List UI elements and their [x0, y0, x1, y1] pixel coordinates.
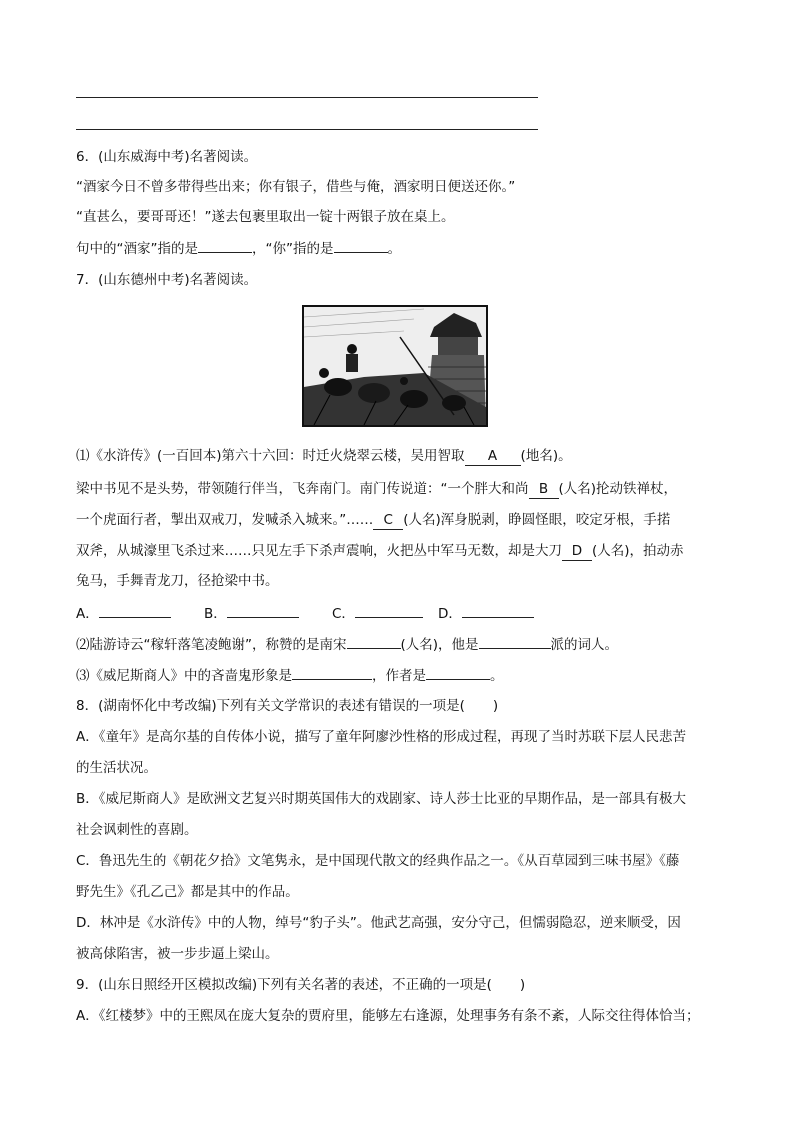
q8-option-c-line1: C．鲁迅先生的《朝花夕拾》文笔隽永，是中国现代散文的经典作品之一。《从百草园到三味书屋》《藤: [76, 853, 680, 869]
fill-blank[interactable]: [99, 603, 171, 618]
fill-blank[interactable]: [292, 665, 372, 680]
option-c: [332, 603, 438, 624]
q8-option-a-line2: 的生活状况。: [76, 760, 157, 776]
blank-b[interactable]: B: [529, 480, 559, 499]
q6-ask-a: 句中的“酒家”指的是: [76, 241, 198, 257]
option-a: [76, 603, 204, 624]
answer-line: [76, 129, 538, 130]
q7-part1-line3: [76, 510, 670, 530]
q7-p7-b: ，作者是: [372, 668, 426, 684]
q6-ask-sep: ，“你”指的是: [252, 241, 334, 257]
q8-option-d-line1: D．林冲是《水浒传》中的人物，绰号“豹子头”。他武艺高强，安分守己，但懦弱隐忍，逆来顺受，因: [76, 915, 681, 931]
q8-header: [76, 696, 498, 716]
q8-option-c-line2: 野先生》《孔乙己》都是其中的作品。: [76, 884, 299, 900]
q8-option-b-line2: 社会讽刺性的喜剧。: [76, 822, 198, 838]
battle-scene-image: [304, 307, 486, 425]
q6-question: [76, 238, 401, 258]
q7-answer-options: [76, 603, 534, 623]
option-c-label: C．: [332, 606, 355, 622]
q7-p2-a: 梁中书见不是头势，带领随行伴当，飞奔南门。南门传说道：“一个胖大和尚: [76, 481, 529, 497]
fill-blank[interactable]: [227, 603, 299, 618]
q7-p7-c: 。: [490, 668, 504, 684]
q7-illustration: [302, 305, 488, 427]
option-d: [438, 603, 534, 624]
q8-option-a-line1: A．《童年》是高尔基的自传体小说，描写了童年阿廖沙性格的形成过程，再现了当时苏联下层人民悲苦: [76, 729, 686, 745]
q8-option-d-line2: 被高俅陷害，被一步步逼上梁山。: [76, 946, 279, 962]
option-d-label: D．: [438, 606, 462, 622]
q9-header-text: 9．(山东日照经开区模拟改编)下列有关名著的表述，不正确的一项是(: [76, 977, 492, 993]
q9-header-close: ): [519, 977, 526, 993]
q7-part1-line1: [76, 446, 572, 466]
q9-header: [76, 975, 525, 995]
fill-blank[interactable]: [347, 634, 401, 649]
fill-blank[interactable]: [462, 603, 534, 618]
q7-part1-line5: 兔马，手舞青龙刀，径抢梁中书。: [76, 573, 279, 589]
option-b: [204, 603, 332, 624]
q7-p3: 一个虎面行者，掣出双戒刀，发喊杀入城来。”……: [76, 512, 374, 528]
answer-line: [76, 97, 538, 98]
q7-part1-line2: [76, 479, 677, 499]
q9-option-a-line1: A．《红楼梦》中的王熙凤在庞大复杂的贾府里，能够左右逢源，处理事务有条不紊，人际交往得体恰当；: [76, 1008, 700, 1024]
q8-header-close: ): [492, 698, 499, 714]
blank-c[interactable]: C: [373, 511, 403, 530]
q7-part2: [76, 634, 618, 654]
q7-p4-b: (人名)，拍动赤: [592, 543, 684, 559]
q7-p6-a: ⑵陆游诗云“稼轩落笔凌鲍谢”，称赞的是南宋: [76, 637, 347, 653]
blank-d[interactable]: D: [562, 542, 592, 561]
q6-ask-end: 。: [387, 241, 401, 257]
fill-blank[interactable]: [198, 238, 252, 253]
fill-blank[interactable]: [334, 238, 388, 253]
q6-quote-2: “直甚么，要哥哥还！”遂去包裹里取出一锭十两银子放在桌上。: [76, 209, 455, 225]
option-b-label: B．: [204, 606, 227, 622]
q7-p3-b: (人名)浑身脱剥，睁圆怪眼，咬定牙根，手掿: [403, 512, 671, 528]
q6-quote-1: “酒家今日不曾多带得些出来；你有银子，借些与俺，酒家明日便送还你。”: [76, 179, 516, 195]
blank-a[interactable]: A: [465, 447, 521, 466]
q8-header-text: 8．(湖南怀化中考改编)下列有关文学常识的表述有错误的一项是(: [76, 698, 465, 714]
q8-option-b-line1: B．《威尼斯商人》是欧洲文艺复兴时期英国伟大的戏剧家、诗人莎士比亚的早期作品，是一部具有极大: [76, 791, 687, 807]
option-a-label: A．: [76, 606, 99, 622]
q7-p7-a: ⑶《威尼斯商人》中的吝啬鬼形象是: [76, 668, 292, 684]
q7-p4-a: 双斧，从城濠里飞杀过来……只见左手下杀声震响，火把丛中军马无数，却是大刀: [76, 543, 562, 559]
q7-part3: [76, 665, 504, 685]
fill-blank[interactable]: [479, 634, 551, 649]
q7-header: 7．(山东德州中考)名著阅读。: [76, 272, 258, 288]
q7-p1-b: (地名)。: [520, 448, 572, 464]
q6-header: 6．(山东威海中考)名著阅读。: [76, 149, 258, 165]
fill-blank[interactable]: [355, 603, 423, 618]
q7-part1-line4: [76, 541, 684, 561]
q7-p1-a: ⑴《水浒传》(一百回本)第六十六回：时迁火烧翠云楼，吴用智取: [76, 448, 465, 464]
fill-blank[interactable]: [426, 665, 490, 680]
q7-p6-b: (人名)，他是: [400, 637, 479, 653]
q7-p6-c: 派的词人。: [550, 637, 619, 653]
q7-p2-b: (人名)抡动铁禅杖，: [558, 481, 678, 497]
